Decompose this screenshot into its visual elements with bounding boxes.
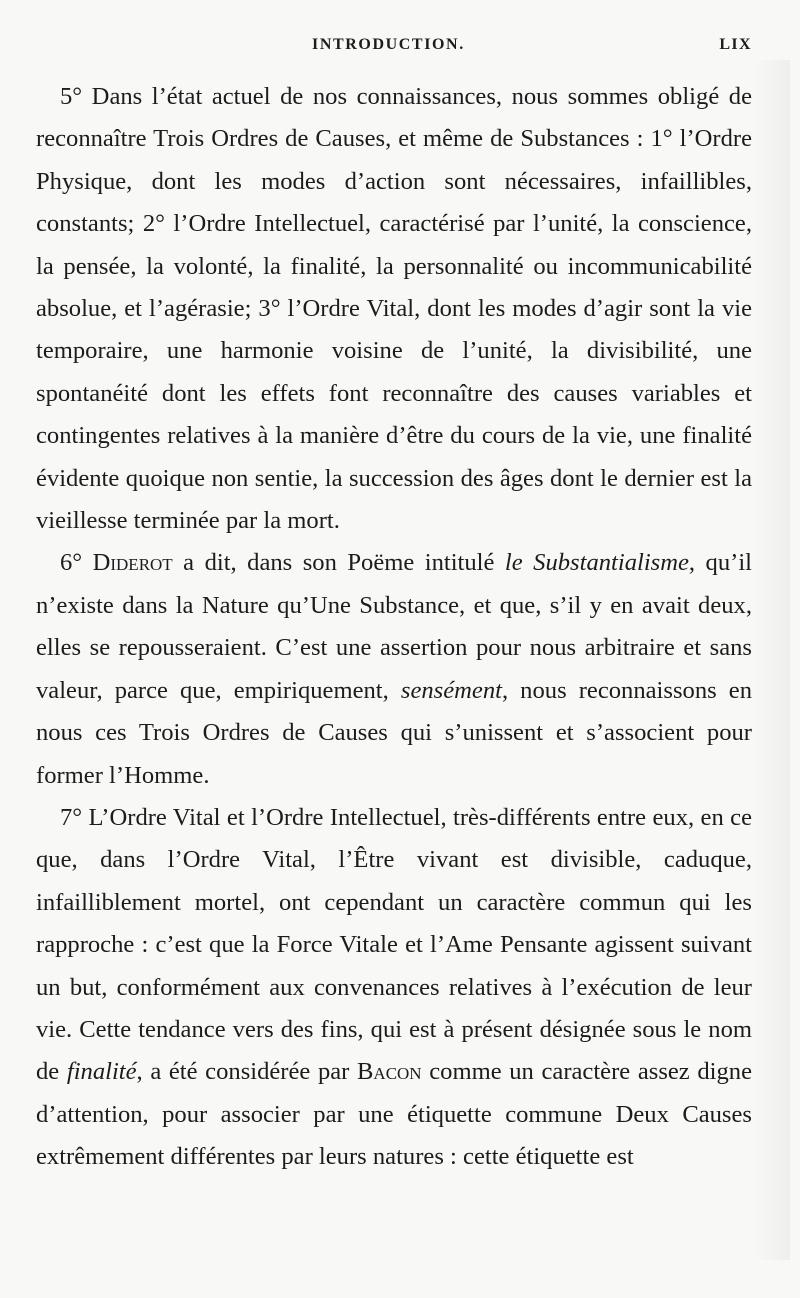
paragraph-text: , qu’il n’existe dans la Nature qu’Une Substance, et que, s’il y en avait deux, elles se repousseraient. C’est une assertion pour nous arbitraire et sans valeur, parce que, empiriquement,	[36, 549, 752, 704]
name-smallcaps: Bacon	[357, 1058, 422, 1086]
italic-text: sensément	[400, 676, 502, 704]
paragraph-text: a dit, dans son Poëme intitulé	[172, 549, 505, 577]
paragraph-text: comme un caractère assez digne d’attention, pour associer par une étiquette commune Deux Causes extrêmement différentes par leurs natures : cette étiquette est	[36, 1058, 752, 1171]
page-number: LIX	[719, 36, 752, 53]
body-text	[36, 76, 752, 1179]
paragraph-text: 7° L’Ordre Vital et l’Ordre Intellectuel, très-différents entre eux, en ce que, dans l’Ordre Vital, l’Être vivant est divisible, caduque, infailliblement mortel, ont cependant un caractère commun qui les rapproche : c’est que la Force Vitale et l’Ame Pensante agissent suivant un but, conformément aux convenances relatives à l’exécution de leur vie. Cette tendance vers des fins, qui est à présent désignée sous le nom de	[36, 803, 752, 1086]
name-smallcaps: Diderot	[92, 549, 173, 577]
italic-text: le Substantialisme	[504, 549, 689, 577]
paragraph-text: 6°	[60, 549, 93, 577]
italic-text: finalité	[66, 1058, 137, 1086]
paragraph-text: 5° Dans l’état actuel de nos connaissances, nous sommes obligé de reconnaître Trois Ordres de Causes, et même de Substances : 1° l’Ordre Physique, dont les modes d’action sont nécessaires, infaillibles, constants; 2° l’Ordre Intellectuel, caractérisé par l’unité, la conscience, la pensée, la volonté, la finalité, la personnalité ou incommunicabilité absolue, et l’agérasie; 3° l’Ordre Vital, dont les modes d’agir sont la vie temporaire, une harmonie voisine de l’unité, la divisibilité, une spontanéité dont les effets font reconnaître des causes variables et contingentes relatives à la manière d’être du cours de la vie, une finalité évidente quoique non sentie, la succession des âges dont le dernier est la vieillesse terminée par la mort.	[36, 83, 752, 535]
page-edge-shadow	[754, 60, 790, 1260]
running-head: INTRODUCTION.	[312, 36, 465, 53]
paragraph-text: , nous reconnaissons en nous ces Trois Ordres de Causes qui s’unissent et s’associent pour former l’Homme.	[36, 676, 752, 789]
paragraph-5	[36, 76, 752, 542]
page-header	[0, 36, 800, 60]
paragraph-7	[36, 797, 752, 1179]
paragraph-6	[36, 542, 752, 796]
paragraph-text: , a été considérée par	[136, 1058, 358, 1086]
